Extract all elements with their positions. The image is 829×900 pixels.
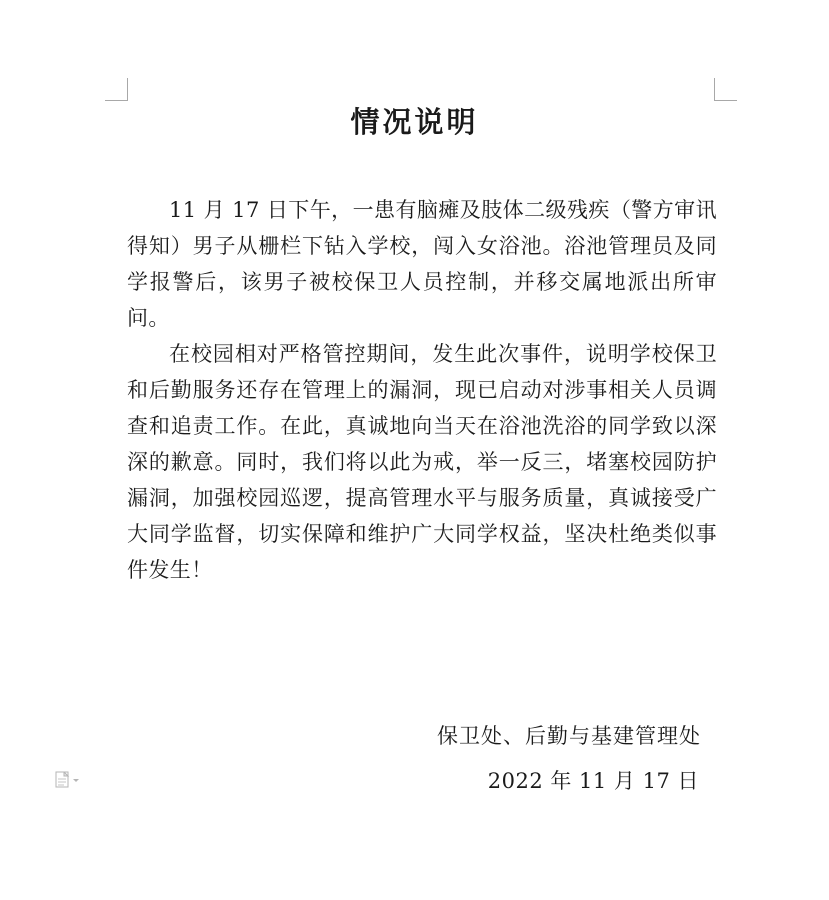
paragraph-2: 在校园相对严格管控期间，发生此次事件，说明学校保卫和后勤服务还存在管理上的漏洞，现已启动对涉事相关人员调查和追责工作。在此，真诚地向当天在浴池洗浴的同学致以深深的歉意。同时，我们将以此为戒，举一反三，堵塞校园防护漏洞，加强校园巡逻，提高管理水平与服务质量，真诚接受广大同学监督，切实保障和维护广大同学权益，坚决杜绝类似事件发生！ xyxy=(127,342,717,582)
paste-options-icon[interactable] xyxy=(54,770,84,790)
paragraph-1: 11 月 17 日下午，一患有脑瘫及肢体二级残疾（警方审讯得知）男子从栅栏下钻入学校，闯入女浴池。浴池管理员及同学报警后，该男子被校保卫人员控制，并移交属地派出所审问。 xyxy=(127,198,717,330)
document-title: 情况说明 xyxy=(350,105,479,139)
document-body xyxy=(127,192,717,588)
crop-mark-top-left xyxy=(105,78,128,101)
signature-date: 2022 年 11 月 17 日 xyxy=(487,769,699,793)
signature-organization: 保卫处、后勤与基建管理处 xyxy=(437,724,701,748)
crop-mark-top-right xyxy=(714,78,737,101)
